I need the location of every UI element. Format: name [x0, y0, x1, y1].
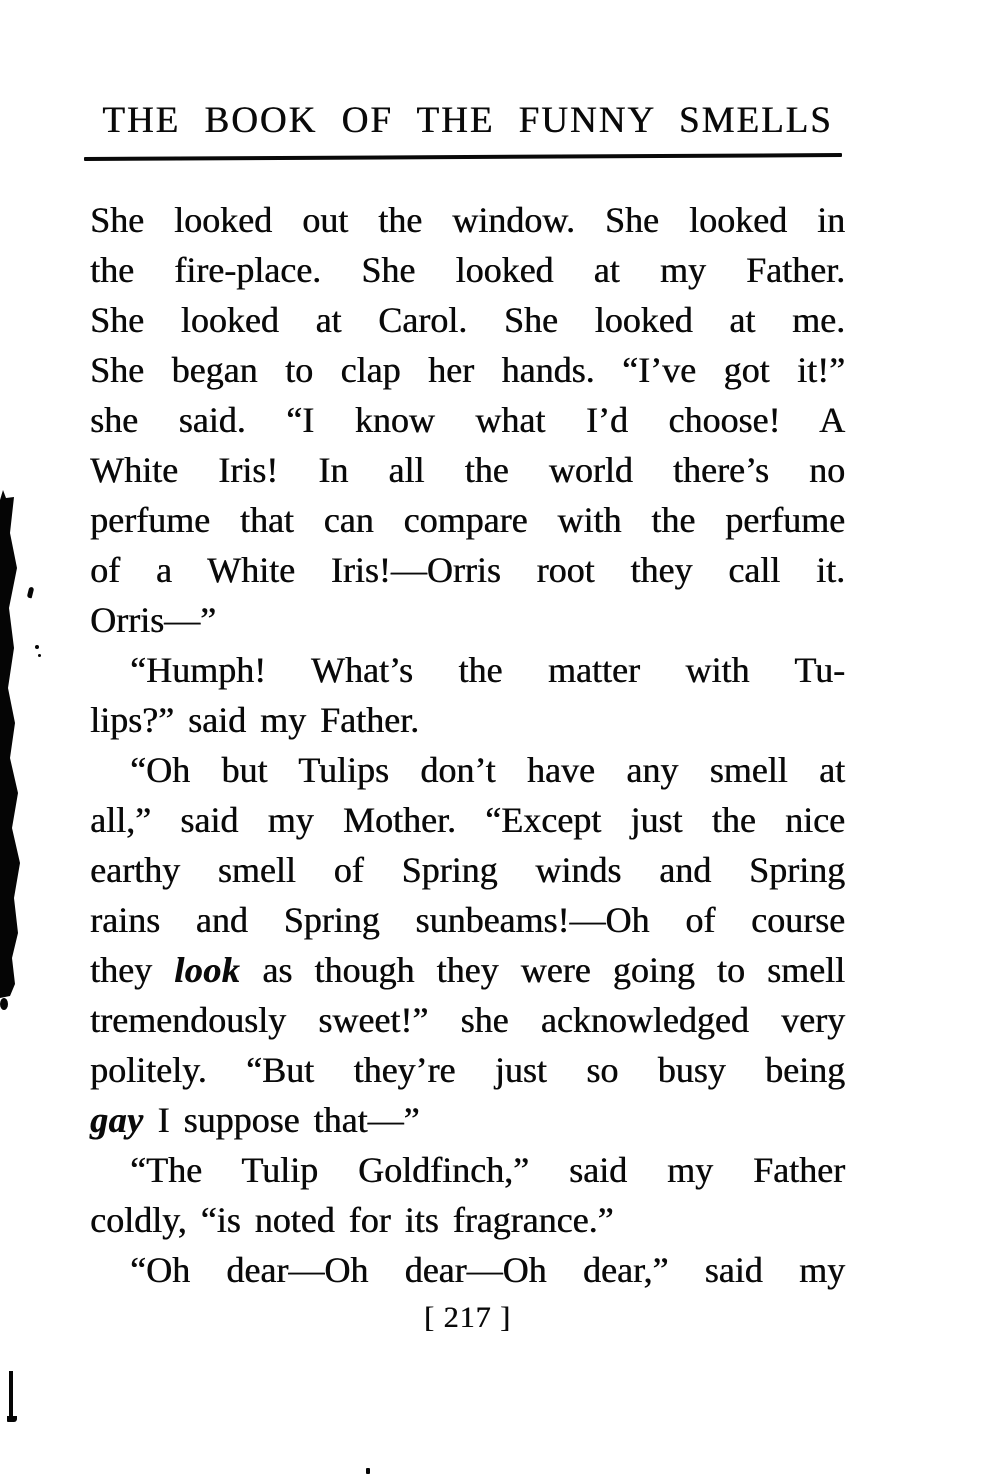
- text-run: lips?” said my Father.: [90, 700, 419, 740]
- text-run: She began to clap her hands. “I’ve got it!”: [90, 350, 845, 390]
- page-number: [ 217 ]: [424, 1301, 511, 1334]
- text-line: [90, 695, 845, 745]
- text-line: [90, 745, 845, 795]
- body-text: [90, 195, 845, 1295]
- text-line: [90, 1245, 845, 1295]
- text-line: [90, 895, 845, 945]
- text-line: [90, 645, 845, 695]
- italic-word: gay: [90, 1100, 144, 1140]
- text-run: perfume that can compare with the perfume: [90, 500, 845, 540]
- text-run: tremendously sweet!” she acknowledged very: [90, 1000, 845, 1040]
- text-run: “Oh dear—Oh dear—Oh dear,” said my: [130, 1250, 845, 1290]
- text-run: She looked out the window. She looked in: [90, 200, 845, 240]
- text-line: [90, 1195, 845, 1245]
- text-line: [90, 945, 845, 995]
- text-line: [90, 595, 845, 645]
- scan-speck-dot-1: [35, 645, 39, 649]
- text-run: the fire-place. She looked at my Father.: [90, 250, 845, 290]
- text-line: [90, 245, 845, 295]
- text-run: she said. “I know what I’d choose! A: [90, 400, 845, 440]
- text-run: earthy smell of Spring winds and Spring: [90, 850, 845, 890]
- text-line: [90, 1095, 845, 1145]
- text-line: [90, 545, 845, 595]
- text-run: She looked at Carol. She looked at me.: [90, 300, 845, 340]
- text-run: they: [90, 950, 175, 990]
- text-run: Orris—”: [90, 600, 216, 640]
- text-run: coldly, “is noted for its fragrance.”: [90, 1200, 614, 1240]
- text-run: of a White Iris!—Orris root they call it.: [90, 550, 845, 590]
- text-run: “Oh but Tulips don’t have any smell at: [130, 750, 845, 790]
- scan-artifact-bottom-left-foot: [7, 1416, 17, 1422]
- text-run: as though they were going to smell: [240, 950, 845, 990]
- text-run: all,” said my Mother. “Except just the nice: [90, 800, 845, 840]
- text-run: rains and Spring sunbeams!—Oh of course: [90, 900, 845, 940]
- text-line: [90, 995, 845, 1045]
- text-run: “Humph! What’s the matter with Tu-: [130, 650, 845, 690]
- text-line: [90, 795, 845, 845]
- text-line: [90, 295, 845, 345]
- text-run: politely. “But they’re just so busy being: [90, 1050, 845, 1090]
- text-line: [90, 445, 845, 495]
- text-line: [90, 395, 845, 445]
- scan-speck-dot-2: [38, 654, 41, 657]
- scan-speck-bottom: [366, 1468, 370, 1474]
- text-line: [90, 1145, 845, 1195]
- text-run: “The Tulip Goldfinch,” said my Father: [130, 1150, 845, 1190]
- text-line: [90, 1045, 845, 1095]
- text-line: [90, 495, 845, 545]
- italic-word: look: [174, 950, 241, 990]
- text-line: [90, 345, 845, 395]
- text-line: [90, 195, 845, 245]
- text-run: White Iris! In all the world there’s no: [90, 450, 845, 490]
- scan-artifact-bottom-left-stroke: [9, 1371, 13, 1421]
- text-run: I suppose that—”: [143, 1100, 420, 1140]
- text-line: [90, 845, 845, 895]
- header-rule: [84, 153, 842, 161]
- scan-artifact-left-bar: [0, 488, 40, 1010]
- running-head: THE BOOK OF THE FUNNY SMELLS: [102, 100, 833, 141]
